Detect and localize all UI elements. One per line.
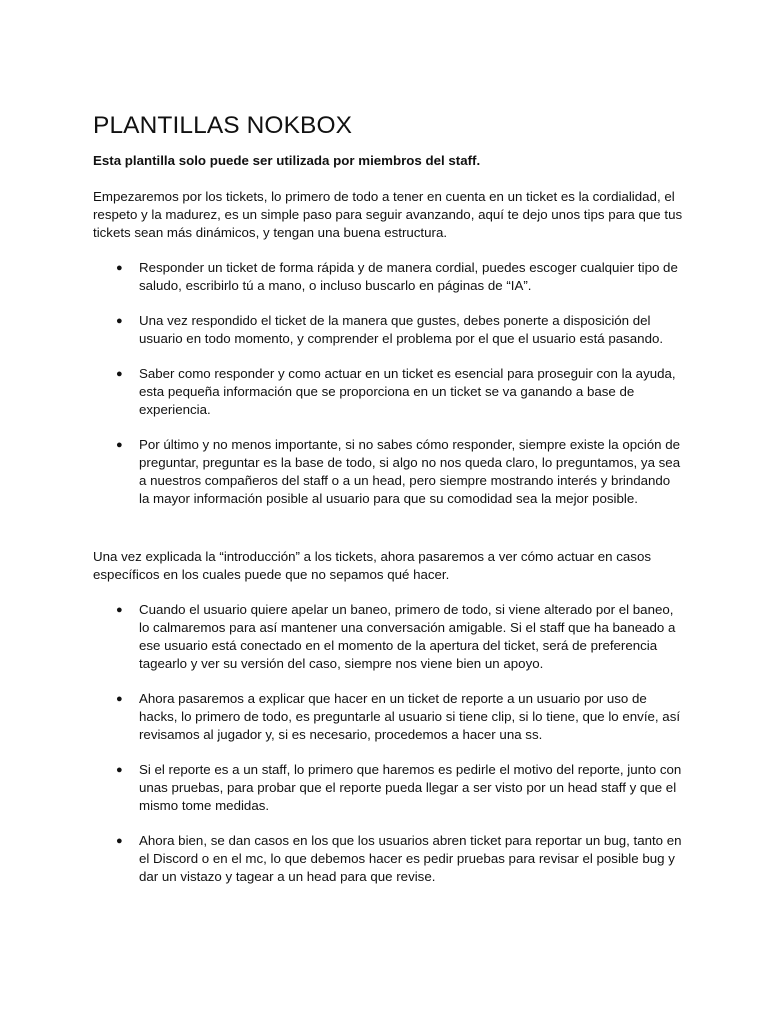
document-title: PLANTILLAS NOKBOX [93,112,353,139]
bullet-icon: ● [116,835,123,847]
cases-intro-paragraph: Una vez explicada la “introducción” a los tickets, ahora pasaremos a ver cómo actuar en casos específicos en los cuales puede que no sepamos qué hacer. [93,549,652,582]
list-item-text: Si el reporte es a un staff, lo primero que haremos es pedirle el motivo del reporte, junto con unas pruebas, para probar que el reporte pueda llegar a ser visto por un head staff y que el mismo tome medidas. [139,762,682,813]
bullet-icon: ● [116,764,123,776]
document-subtitle: Esta plantilla solo puede ser utilizada por miembros del staff. [93,153,481,168]
document-page [93,112,683,903]
list-item [93,761,683,815]
list-item-text: Saber como responder y como actuar en un ticket es esencial para proseguir con la ayuda, esta pequeña información que se proporciona en un ticket se va ganando a base de experiencia. [139,366,676,417]
list-item [93,259,683,295]
list-item-text: Ahora bien, se dan casos en los que los usuarios abren ticket para reportar un bug, tanto en el Discord o en el mc, lo que debemos hacer es pedir pruebas para revisar el posible bug y dar un vistazo y tagear a un head para que revise. [139,833,682,884]
list-item-text: Ahora pasaremos a explicar que hacer en un ticket de reporte a un usuario por uso de hacks, lo primero de todo, es preguntarle al usuario si tiene clip, si lo tiene, que lo envíe, así revisamos al jugador y, si es necesario, procedemos a hacer una ss. [139,691,681,742]
intro-paragraph: Empezaremos por los tickets, lo primero de todo a tener en cuenta en un ticket es la cordialidad, el respeto y la madurez, es un simple paso para seguir avanzando, aquí te dejo unos tips para que tus tickets sean más dinámicos, y tengan una buena estructura. [93,189,683,240]
list-item [93,832,683,886]
list-item-text: Cuando el usuario quiere apelar un baneo, primero de todo, si viene alterado por el baneo, lo calmaremos para así mantener una conversación amigable. Si el staff que ha baneado a ese usuario está conectado en el momento de la apertura del ticket, será de preferencia tagearlo y ver su versión del caso, siempre nos viene bien un apoyo. [139,602,676,671]
bullet-icon: ● [116,262,123,274]
list-item [93,365,683,419]
list-item [93,436,683,508]
bullet-icon: ● [116,315,123,327]
bullet-icon: ● [116,439,123,451]
bullet-icon: ● [116,693,123,705]
list-item-text: Una vez respondido el ticket de la manera que gustes, debes ponerte a disposición del usuario en todo momento, y comprender el problema por el que el usuario está pasando. [139,313,664,346]
tips-list [93,259,683,508]
cases-list [93,601,683,886]
list-item [93,312,683,348]
bullet-icon: ● [116,368,123,380]
list-item-text: Responder un ticket de forma rápida y de manera cordial, puedes escoger cualquier tipo de saludo, escribirlo tú a mano, o incluso buscarlo en páginas de “IA”. [139,260,678,293]
list-item [93,690,683,744]
bullet-icon: ● [116,604,123,616]
list-item-text: Por último y no menos importante, si no sabes cómo responder, siempre existe la opción de preguntar, preguntar es la base de todo, si algo no nos queda claro, lo preguntamos, ya sea a nuestros compañeros del staff o a un head, pero siempre mostrando interés y brindando la mayor información posible al usuario para que su comodidad sea la mejor posible. [139,437,681,506]
list-item [93,601,683,673]
